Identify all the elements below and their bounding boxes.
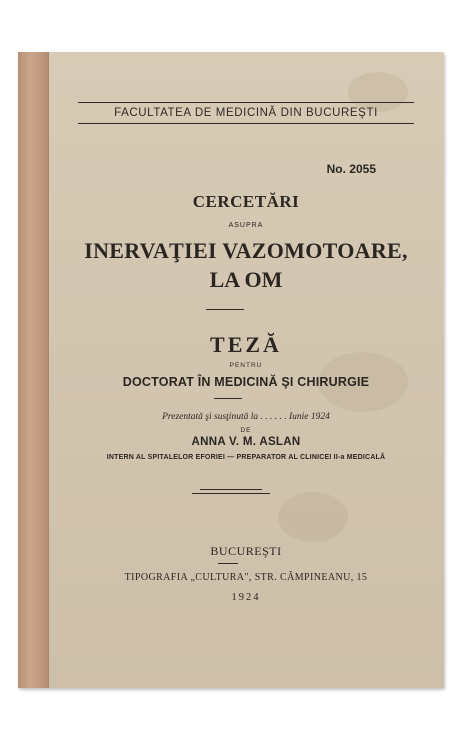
book-spine (18, 52, 49, 688)
paper-stain (278, 492, 348, 542)
divider-short (214, 398, 242, 399)
divider-short (218, 563, 238, 564)
top-rule (78, 102, 414, 103)
divider-double-top (200, 489, 262, 490)
title-line-4: LA OM (209, 267, 283, 292)
faculty-heading: FACULTATEA DE MEDICINĂ DIN BUCUREŞTI (114, 107, 378, 119)
author-role: INTERN AL SPITALELOR EFORIEI — PREPARATOR AL CLINICEI II-a MEDICALĂ (106, 454, 386, 461)
author-name: ANNA V. M. ASLAN (191, 436, 301, 448)
printer-label: TIPOGRAFIA „CULTURA", STR. CÂMPINEANU, 15 (124, 572, 368, 583)
pentru-label: PENTRU (229, 362, 263, 369)
divider-short (206, 309, 244, 310)
city-label: BUCUREŞTI (210, 544, 282, 558)
presented-line: Prezentată şi susţinută la . . . . . . Iunie 1924 (162, 412, 330, 422)
thesis-label: TEZĂ (210, 332, 282, 357)
paper-stain (348, 72, 408, 112)
faculty-underline (78, 123, 414, 124)
de-label: DE (240, 427, 252, 434)
title-line-3: INERVAŢIEI VAZOMOTOARE, (84, 238, 408, 263)
divider-double-bottom (192, 493, 270, 494)
degree-label: DOCTORAT ÎN MEDICINĂ ŞI CHIRURGIE (122, 375, 370, 389)
catalog-number: No. 2055 (326, 162, 376, 176)
book-cover (18, 52, 444, 688)
title-line-1: CERCETĂRI (192, 192, 300, 211)
title-line-2: ASUPRA (228, 222, 264, 229)
year-label: 1924 (231, 592, 261, 603)
